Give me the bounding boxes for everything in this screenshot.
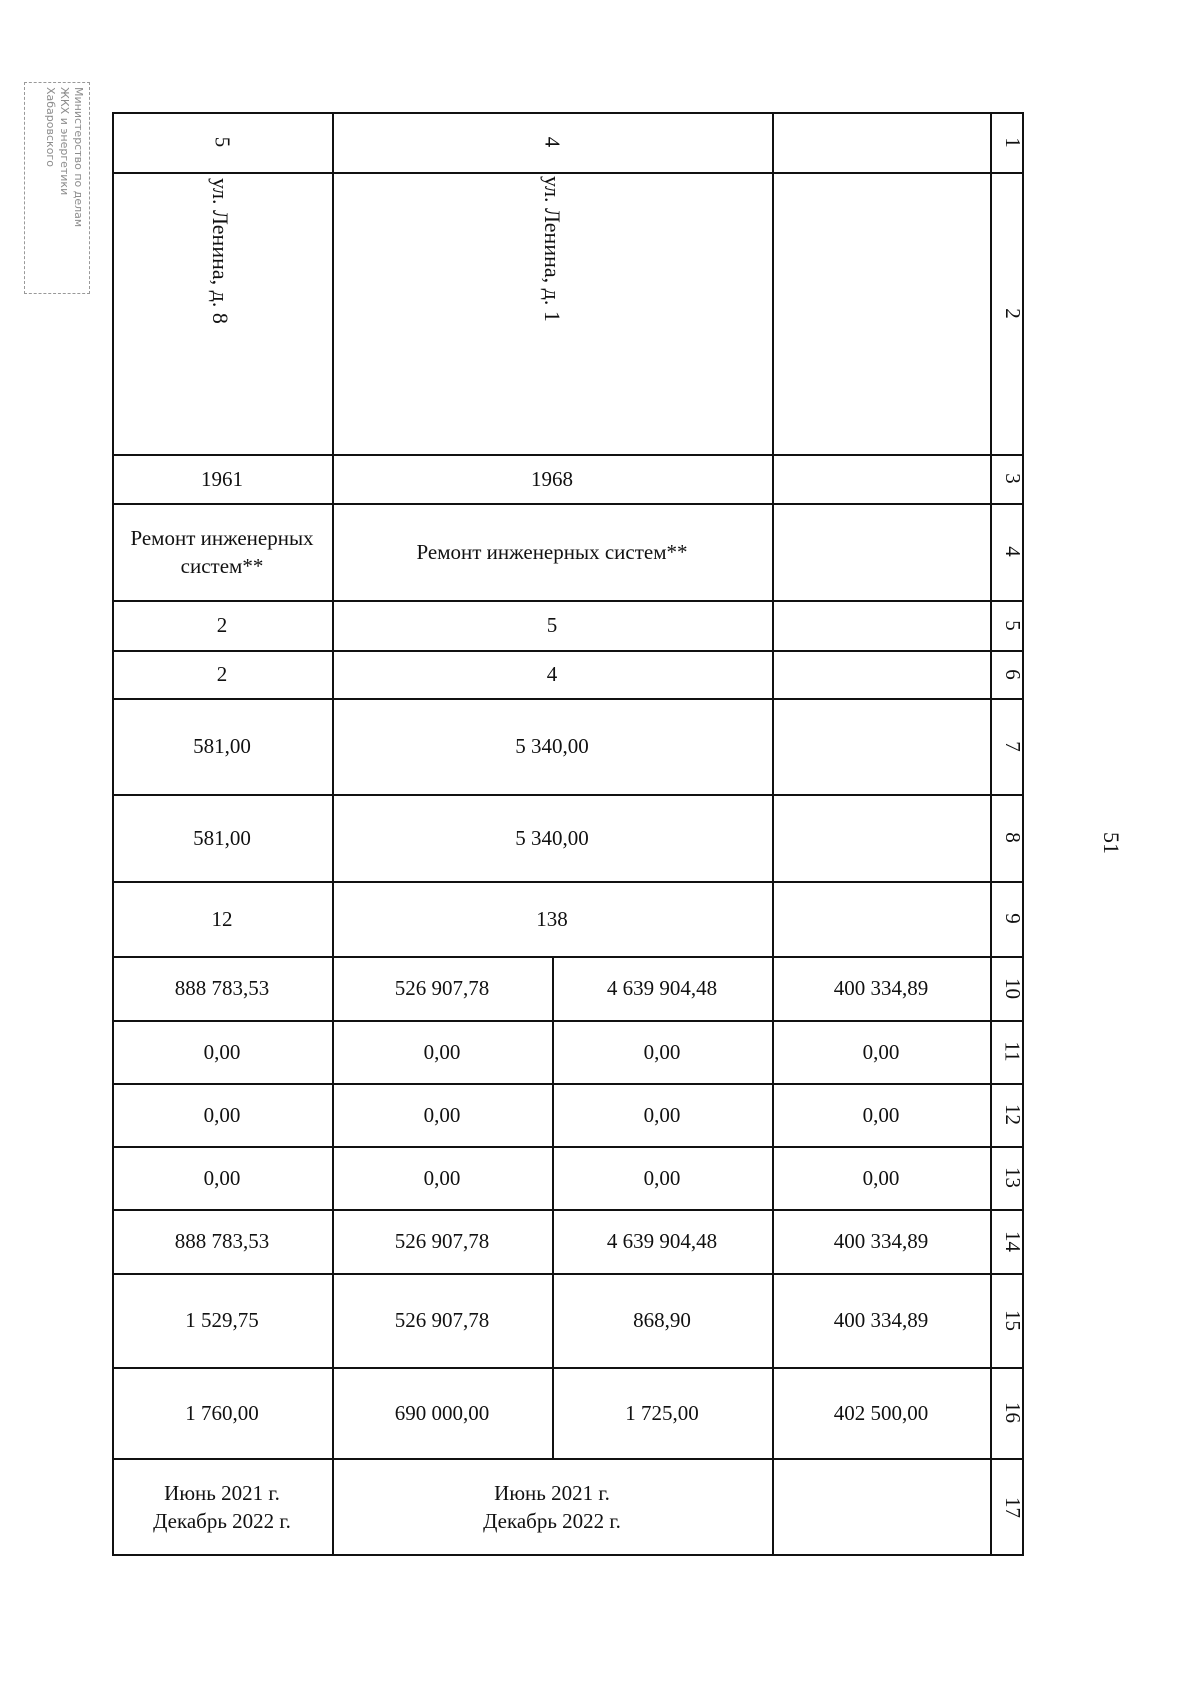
row-number: 14 — [1000, 1230, 1025, 1252]
cell-col-b-row-5: 5 — [546, 613, 558, 637]
cell-col-b1-row-15: 526 907,78 — [394, 1308, 490, 1332]
cell-col-a-row-10: 888 783,53 — [174, 976, 270, 1000]
cell-col-b2-row-14: 4 639 904,48 — [606, 1229, 718, 1253]
row-number: 10 — [1000, 977, 1025, 999]
row-number: 4 — [1000, 546, 1025, 557]
cell-col-b2-row-13: 0,00 — [643, 1165, 681, 1190]
approval-stamp — [24, 82, 90, 294]
cell-col-a-row-5: 2 — [216, 613, 228, 637]
cell-col-b1-row-16: 690 000,00 — [394, 1400, 490, 1425]
cell-col-a-row-3: 1961 — [201, 466, 243, 491]
cell-col-c-row-10: 400 334,89 — [833, 976, 929, 1000]
page-number: 51 — [1099, 832, 1124, 854]
cell-col-b-row-6: 4 — [546, 662, 558, 686]
row-number: 1 — [1000, 136, 1025, 148]
row-number: 11 — [1000, 1041, 1025, 1062]
cell-col-a-row-7: 581,00 — [193, 734, 251, 758]
cell-col-b-row-17 — [332, 1458, 772, 1556]
cell-col-a-row-15: 1 529,75 — [185, 1308, 259, 1332]
date-start: Июнь 2021 г. — [164, 1481, 280, 1505]
row-number: 15 — [1000, 1309, 1025, 1331]
cell-col-b2-row-12: 0,00 — [643, 1102, 681, 1127]
cell-col-a-row-4: Ремонт инженерных систем** — [130, 525, 314, 578]
cell-col-b1-row-14: 526 907,78 — [394, 1229, 490, 1253]
cell-col-c-row-11: 0,00 — [862, 1039, 900, 1064]
cell-col-a-row-6: 2 — [216, 662, 228, 686]
row-number: 9 — [1000, 913, 1025, 924]
date-end: Декабрь 2022 г. — [153, 1509, 291, 1533]
cell-col-b-row-3: 1968 — [531, 466, 573, 491]
cell-col-b-row-8: 5 340,00 — [515, 825, 589, 850]
stamp-line-1: Министерство по делам — [72, 87, 85, 228]
row-number: 8 — [1000, 832, 1025, 843]
cell-col-a-row-8: 581,00 — [193, 825, 251, 850]
address-col-b: ул. Ленина, д. 1 — [540, 176, 565, 322]
cell-col-a-row-1: 5 — [210, 136, 234, 148]
row-number: 16 — [1000, 1402, 1025, 1423]
cell-col-b-row-9: 138 — [536, 906, 568, 931]
cell-col-b2-row-15: 868,90 — [633, 1308, 691, 1332]
cell-col-b2-row-10: 4 639 904,48 — [606, 976, 718, 1000]
date-start: Июнь 2021 г. — [494, 1481, 610, 1505]
row-divider — [112, 172, 1024, 174]
cell-col-a-row-17 — [112, 1458, 332, 1556]
cell-col-a-row-16: 1 760,00 — [185, 1400, 259, 1425]
cell-col-a-row-11: 0,00 — [203, 1039, 241, 1064]
cell-col-b1-row-10: 526 907,78 — [394, 976, 490, 1000]
cell-col-b-row-7: 5 340,00 — [515, 734, 589, 758]
row-number: 13 — [1000, 1167, 1025, 1188]
row-number: 6 — [1000, 668, 1025, 680]
address-col-a: ул. Ленина, д. 8 — [208, 178, 233, 324]
cell-col-c-row-15: 400 334,89 — [833, 1308, 929, 1332]
date-end: Декабрь 2022 г. — [483, 1509, 621, 1533]
row-number: 12 — [1000, 1104, 1025, 1125]
cell-col-b2-row-11: 0,00 — [643, 1039, 681, 1064]
cell-col-c-row-12: 0,00 — [862, 1102, 900, 1127]
cell-col-a-row-14: 888 783,53 — [174, 1229, 270, 1253]
cell-col-b-row-1: 4 — [540, 136, 564, 148]
cell-col-a-row-9: 12 — [211, 906, 233, 931]
row-number: 5 — [1000, 619, 1025, 631]
cell-col-c-row-13: 0,00 — [862, 1165, 900, 1190]
cell-col-b1-row-12: 0,00 — [423, 1102, 461, 1127]
stamp-line-3: Хабаровского — [44, 87, 57, 167]
cell-col-c-row-14: 400 334,89 — [833, 1229, 929, 1253]
row-number: 2 — [1000, 307, 1025, 319]
stamp-line-2: ЖКХ и энергетики — [58, 87, 71, 196]
cell-col-b1-row-13: 0,00 — [423, 1165, 461, 1190]
cell-col-b-row-4: Ремонт инженерных систем** — [416, 539, 688, 564]
cell-col-c-row-16: 402 500,00 — [833, 1400, 929, 1425]
cell-col-b2-row-16: 1 725,00 — [625, 1400, 699, 1425]
cell-col-a-row-12: 0,00 — [203, 1102, 241, 1127]
row-number: 3 — [1000, 473, 1025, 484]
cell-col-a-row-13: 0,00 — [203, 1165, 241, 1190]
row-number: 17 — [1000, 1496, 1025, 1518]
cell-col-b1-row-11: 0,00 — [423, 1039, 461, 1064]
row-number: 7 — [1000, 740, 1025, 752]
